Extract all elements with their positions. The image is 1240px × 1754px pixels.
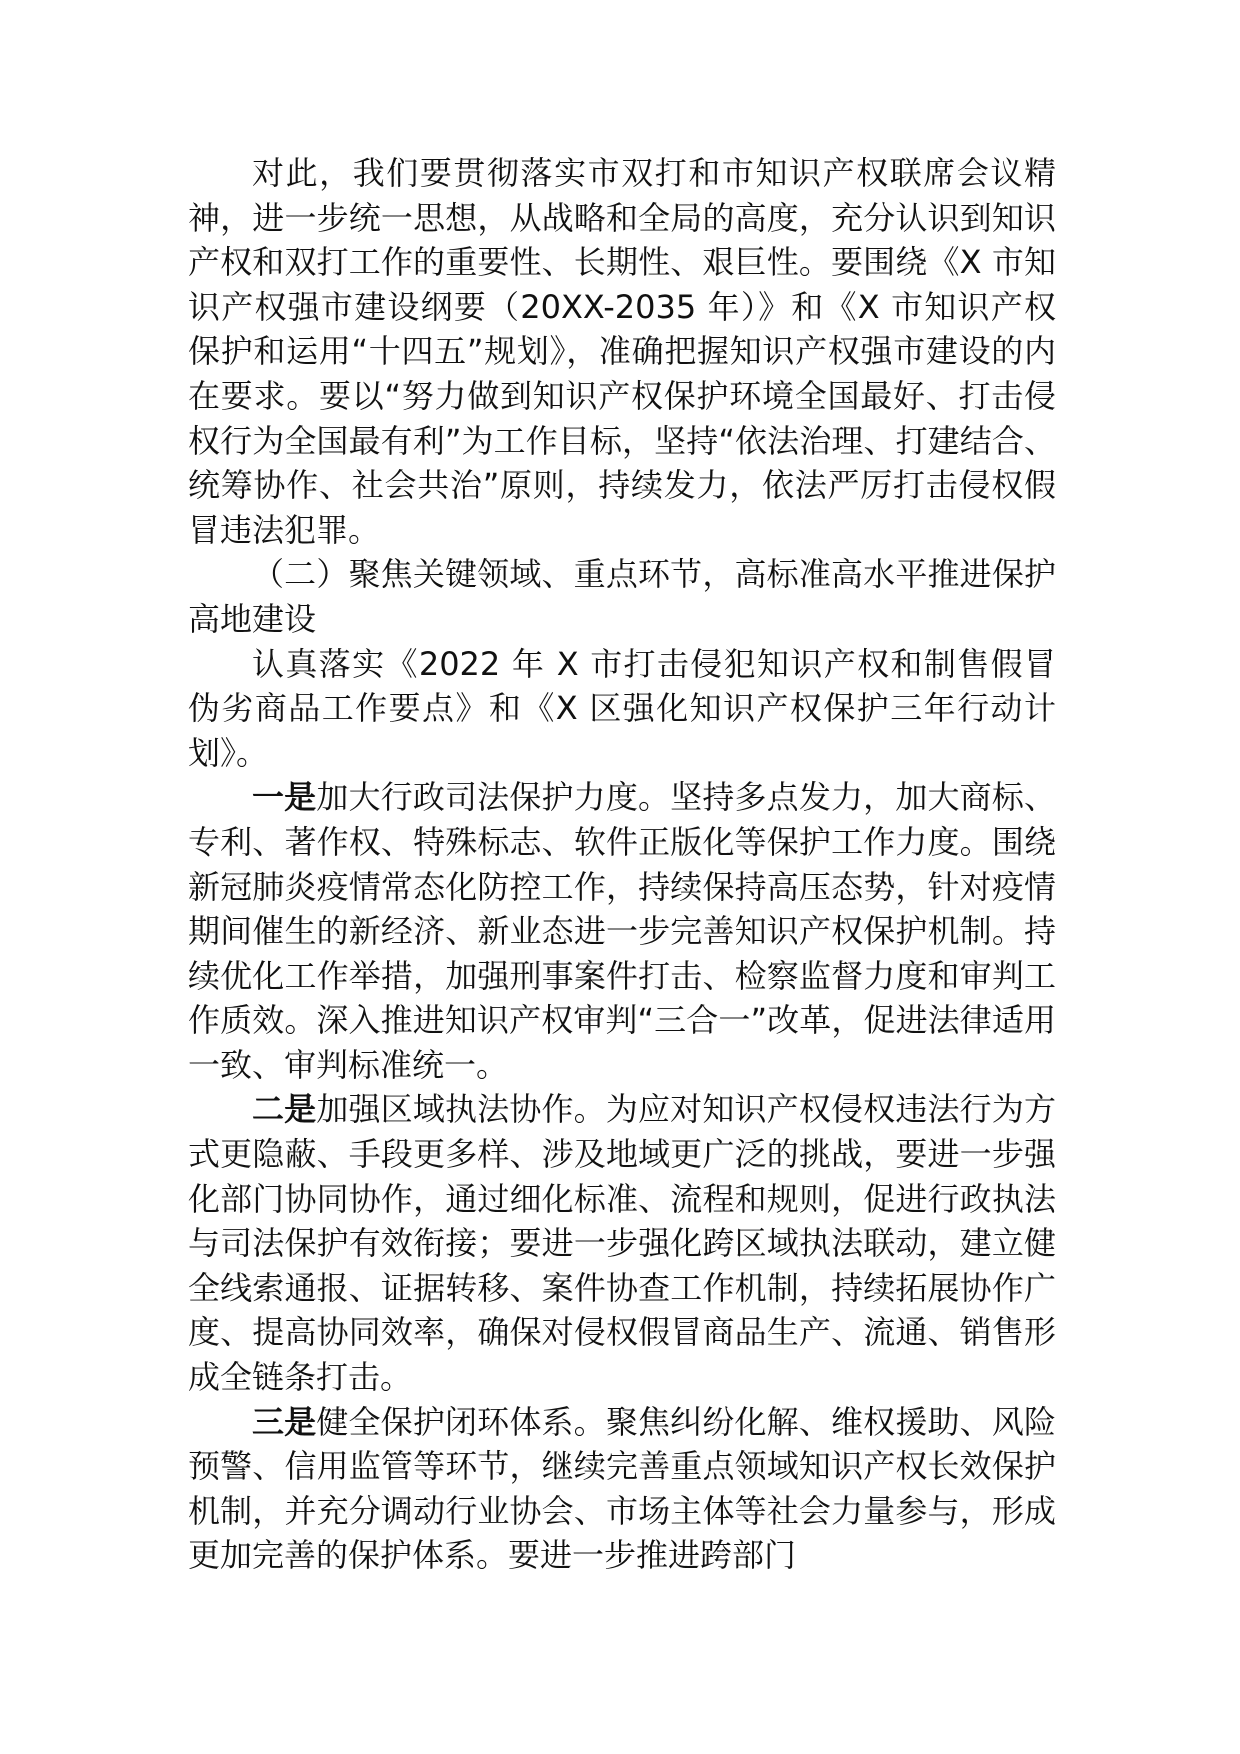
paragraph-implementation: 认真落实《2022 年 X 市打击侵犯知识产权和制售假冒伪劣商品工作要点》和《X 区强化知识产权保护三年行动计划》。: [188, 644, 1056, 772]
point-one-lead: 一是: [252, 778, 317, 817]
section-heading: （二）聚焦关键领域、重点环节，高标准高水平推进保护高地建设: [188, 555, 1056, 638]
document-page: [188, 151, 1056, 1578]
paragraph-point-three: [188, 1400, 1056, 1578]
paragraph-point-one: [188, 775, 1056, 1087]
point-two-text: 加强区域执法协作。为应对知识产权侵权违法行为方式更隐蔽、手段更多样、涉及地域更广泛的挑战，要进一步强化部门协同协作，通过细化标准、流程和规则，促进行政执法与司法保护有效衔接；要进一步强化跨区域执法联动，建立健全线索通报、证据转移、案件协查工作机制，持续拓展协作广度、提高协同效率，确保对侵权假冒商品生产、流通、销售形成全链条打击。: [188, 1090, 1056, 1397]
point-three-text: 健全保护闭环体系。聚焦纠纷化解、维权援助、风险预警、信用监管等环节，继续完善重点领域知识产权长效保护机制，并充分调动行业协会、市场主体等社会力量参与，形成更加完善的保护体系。要进一步推进跨部门: [188, 1402, 1056, 1575]
paragraph-intro: 对此，我们要贯彻落实市双打和市知识产权联席会议精神，进一步统一思想，从战略和全局的高度，充分认识到知识产权和双打工作的重要性、长期性、艰巨性。要围绕《X 市知识产权强市建设纲要（20XX-2035 年）》和《X 市知识产权保护和运用“十四五”规划》，准确把握知识产权强市建设的内在要求。要以“努力做到知识产权保护环境全国最好、打击侵权行为全国最有利”为工作目标，坚持“依法治理、打建结合、统筹协作、社会共治”原则，持续发力，依法严厉打击侵权假冒违法犯罪。: [188, 154, 1056, 549]
paragraph-point-two: [188, 1087, 1056, 1399]
point-three-lead: 三是: [252, 1402, 317, 1441]
point-two-lead: 二是: [252, 1090, 317, 1129]
point-one-text: 加大行政司法保护力度。坚持多点发力，加大商标、专利、著作权、特殊标志、软件正版化等保护工作力度。围绕新冠肺炎疫情常态化防控工作，持续保持高压态势，针对疫情期间催生的新经济、新业态进一步完善知识产权保护机制。持续优化工作举措，加强刑事案件打击、检察监督力度和审判工作质效。深入推进知识产权审判“三合一”改革，促进法律适用一致、审判标准统一。: [188, 778, 1056, 1084]
